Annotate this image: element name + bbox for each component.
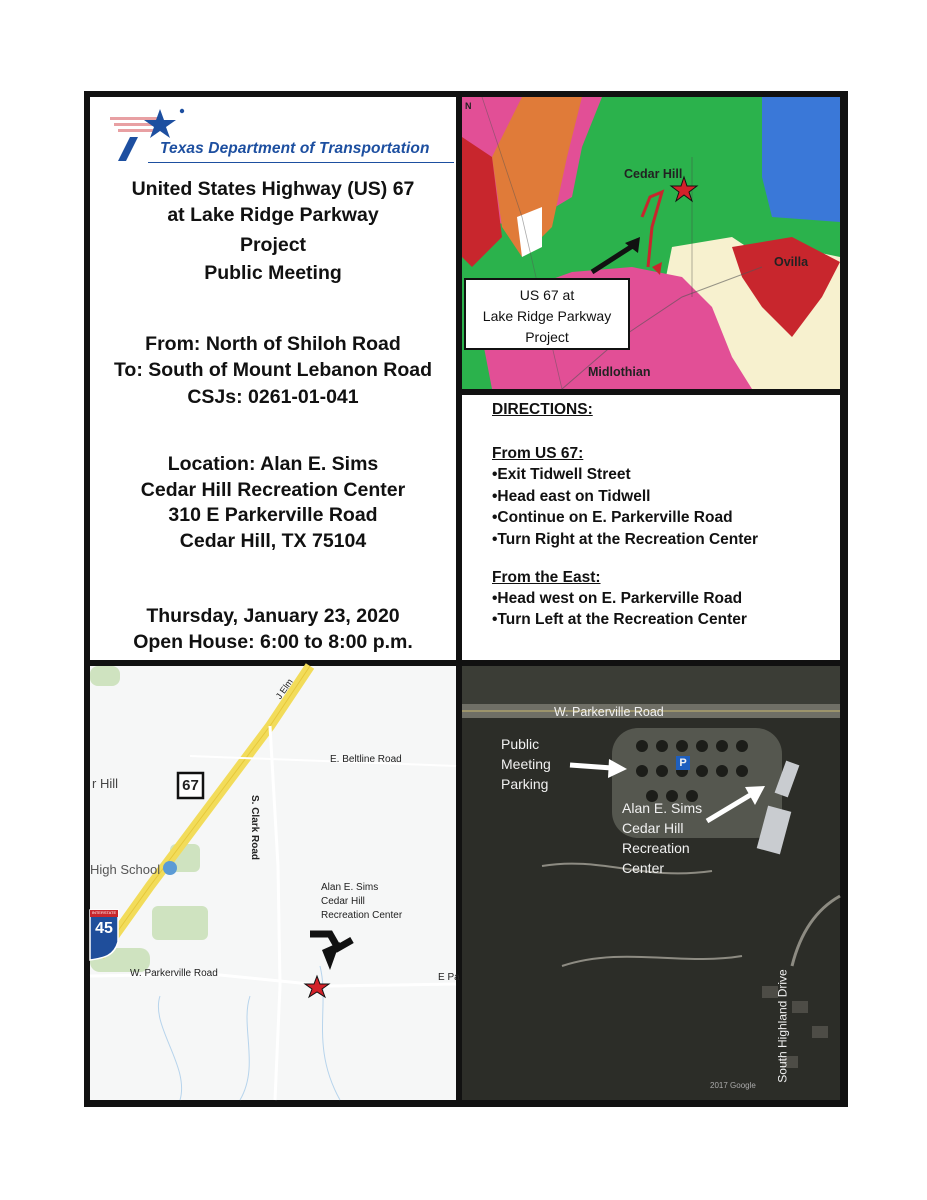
parking-label-line-1: Public <box>501 736 540 752</box>
agency-name: Texas Department of Transportation <box>160 140 430 157</box>
aerial-photo <box>462 666 840 1100</box>
direction-step: •Continue on E. Parkerville Road <box>492 509 733 526</box>
direction-step: •Head west on E. Parkerville Road <box>492 590 743 607</box>
aerial-center-line-2: Cedar Hill <box>622 820 684 836</box>
road-label-e-parkerville: E Pa <box>438 972 460 983</box>
location-line-1: Location: Alan E. Sims <box>167 453 379 475</box>
location-line-4: Cedar Hill, TX 75104 <box>179 530 367 552</box>
center-label-line-3: Recreation Center <box>321 910 403 921</box>
map-label-ovilla: Ovilla <box>774 255 809 269</box>
map-label-midlothian: Midlothian <box>588 365 651 379</box>
direction-step: •Head east on Tidwell <box>492 488 651 505</box>
location-line-2: Cedar Hill Recreation Center <box>140 479 406 501</box>
title-line-3: Project <box>239 234 307 256</box>
limits-from: From: North of Shiloh Road <box>145 333 401 355</box>
parking-label-line-2: Meeting <box>501 756 551 772</box>
road-label-j-elm: J Elm <box>273 676 295 702</box>
from-us67-heading: From US 67: <box>492 445 584 462</box>
school-label: High School <box>90 862 161 877</box>
us-67-shield-icon: 67 <box>182 777 199 794</box>
direction-step: •Exit Tidwell Street <box>492 466 631 483</box>
aerial-road-label-right: South Highland Drive <box>775 969 790 1083</box>
center-label-line-1: Alan E. Sims <box>321 882 379 893</box>
road-label-w-parkerville: W. Parkerville Road <box>130 968 218 979</box>
location-line-3: 310 E Parkerville Road <box>168 504 378 526</box>
center-label-line-2: Cedar Hill <box>321 896 365 907</box>
from-east-heading: From the East: <box>492 569 601 586</box>
parking-label-line-3: Parking <box>501 776 549 792</box>
street-map-graphic <box>90 666 456 1100</box>
aerial-center-line-4: Center <box>622 860 665 876</box>
limits-csj: CSJs: 0261-01-041 <box>187 386 359 408</box>
directions-heading: DIRECTIONS: <box>492 401 593 418</box>
interstate-banner: INTERSTATE <box>91 910 117 915</box>
logo-rule <box>148 162 454 163</box>
interstate-45-shield-icon: 45 <box>95 920 113 937</box>
map-label-cedar-hill: Cedar Hill <box>624 167 683 181</box>
title-line-2: at Lake Ridge Parkway <box>167 204 379 226</box>
parking-icon: P <box>679 757 687 769</box>
meeting-info-panel <box>90 97 456 660</box>
north-arrow-label: N <box>465 101 472 111</box>
title-line-1: United States Highway (US) 67 <box>131 178 415 200</box>
callout-line-1: US 67 at <box>519 287 575 303</box>
aerial-road-label-top: W. Parkerville Road <box>554 705 664 719</box>
street-map <box>90 666 460 1100</box>
road-label-beltline: E. Beltline Road <box>330 754 402 765</box>
callout-line-3: Project <box>525 329 569 345</box>
meeting-hours: Open House: 6:00 to 8:00 p.m. <box>133 631 413 653</box>
title-line-4: Public Meeting <box>204 262 342 284</box>
aerial-center-line-1: Alan E. Sims <box>622 800 703 816</box>
direction-step: •Turn Left at the Recreation Center <box>492 611 747 628</box>
txdot-logo <box>108 103 448 163</box>
aerial-center-line-3: Recreation <box>622 840 690 856</box>
project-callout <box>464 278 630 350</box>
city-label: r Hill <box>92 776 118 791</box>
directions-panel <box>462 395 840 660</box>
callout-line-2: Lake Ridge Parkway <box>482 308 612 324</box>
road-label-clark: S. Clark Road <box>249 794 261 861</box>
meeting-date: Thursday, January 23, 2020 <box>146 605 400 627</box>
direction-step: •Turn Right at the Recreation Center <box>492 531 759 548</box>
limits-to: To: South of Mount Lebanon Road <box>113 359 433 381</box>
imagery-credit: 2017 Google <box>710 1081 756 1090</box>
